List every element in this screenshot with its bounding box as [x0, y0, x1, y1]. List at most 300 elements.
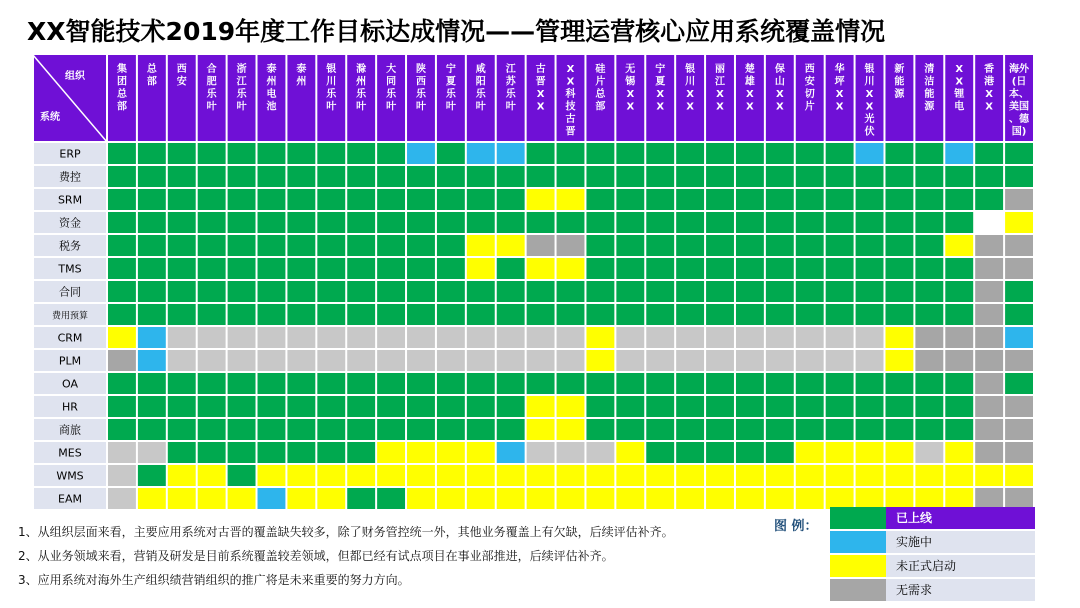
legend-swatch-not-started — [830, 555, 886, 577]
status-cell — [346, 188, 376, 211]
status-cell — [645, 142, 675, 165]
status-cell — [346, 211, 376, 234]
status-cell — [167, 349, 197, 372]
status-cell — [914, 234, 944, 257]
status-cell — [436, 188, 466, 211]
status-cell — [197, 188, 227, 211]
status-cell — [197, 349, 227, 372]
status-cell — [944, 303, 974, 326]
org-header: 香港 X X — [984, 64, 995, 113]
status-cell — [556, 165, 586, 188]
status-cell — [257, 142, 287, 165]
status-cell — [556, 326, 586, 349]
status-cell — [316, 372, 346, 395]
status-cell — [496, 234, 526, 257]
status-cell — [615, 165, 645, 188]
status-cell — [107, 280, 137, 303]
status-cell — [466, 234, 496, 257]
org-header: 西安 — [176, 64, 187, 88]
status-cell — [675, 303, 705, 326]
status-cell — [376, 349, 406, 372]
org-header: 清洁能源 — [924, 64, 935, 113]
status-cell — [914, 303, 944, 326]
status-cell — [346, 395, 376, 418]
org-header: 合肥乐叶 — [206, 64, 217, 113]
status-cell — [825, 165, 855, 188]
status-cell — [675, 211, 705, 234]
status-cell — [795, 280, 825, 303]
status-cell — [167, 257, 197, 280]
status-cell — [855, 441, 885, 464]
legend-label-not-started: 未正式启动 — [886, 555, 1035, 577]
status-cell — [585, 441, 615, 464]
status-cell — [795, 211, 825, 234]
status-cell — [615, 418, 645, 441]
status-cell — [585, 464, 615, 487]
status-cell — [615, 349, 645, 372]
status-cell — [855, 280, 885, 303]
status-cell — [286, 464, 316, 487]
status-cell — [884, 395, 914, 418]
status-cell — [376, 211, 406, 234]
status-cell — [825, 303, 855, 326]
org-header: 总部 — [146, 64, 157, 88]
status-cell — [1004, 280, 1034, 303]
status-cell — [615, 234, 645, 257]
status-cell — [585, 303, 615, 326]
org-header: 集团总部 — [116, 64, 127, 113]
status-cell — [944, 188, 974, 211]
note-1: 1、从组织层面来看，主要应用系统对古晋的覆盖缺失较多，除了财务管控统一外，其他业务覆盖上有欠缺，后续评估补齐。 — [18, 525, 674, 539]
status-cell — [884, 326, 914, 349]
status-cell — [585, 280, 615, 303]
org-header: 海外(日本、美国、德国) — [1009, 64, 1030, 138]
status-cell — [974, 257, 1004, 280]
status-cell — [735, 142, 765, 165]
status-cell — [107, 418, 137, 441]
org-header: 华坪 X X — [834, 64, 845, 113]
status-cell — [974, 280, 1004, 303]
status-cell — [795, 464, 825, 487]
status-cell — [227, 395, 257, 418]
status-cell — [137, 211, 167, 234]
status-cell — [316, 395, 346, 418]
status-cell — [286, 257, 316, 280]
status-cell — [496, 487, 526, 510]
status-cell — [436, 257, 466, 280]
status-cell — [167, 280, 197, 303]
status-cell — [107, 142, 137, 165]
org-header: 银川 X X — [685, 64, 696, 113]
status-cell — [825, 395, 855, 418]
status-cell — [406, 395, 436, 418]
status-cell — [376, 142, 406, 165]
status-cell — [914, 372, 944, 395]
status-cell — [496, 441, 526, 464]
status-cell — [257, 257, 287, 280]
status-cell — [944, 234, 974, 257]
status-cell — [406, 234, 436, 257]
status-cell — [107, 395, 137, 418]
status-cell — [526, 303, 556, 326]
status-cell — [346, 234, 376, 257]
status-cell — [376, 303, 406, 326]
org-header: 丽江 X X — [715, 64, 726, 113]
status-cell — [795, 234, 825, 257]
status-cell — [855, 211, 885, 234]
status-cell — [167, 211, 197, 234]
page-title: XX智能技术2019年度工作目标达成情况——管理运营核心应用系统覆盖情况 — [27, 17, 886, 46]
status-cell — [914, 464, 944, 487]
status-cell — [436, 464, 466, 487]
status-cell — [316, 142, 346, 165]
status-cell — [107, 165, 137, 188]
status-cell — [944, 464, 974, 487]
legend-item-online — [830, 507, 1035, 530]
status-cell — [884, 441, 914, 464]
status-cell — [795, 257, 825, 280]
status-cell — [286, 372, 316, 395]
status-cell — [107, 441, 137, 464]
status-cell — [974, 142, 1004, 165]
status-cell — [107, 487, 137, 510]
status-cell — [137, 395, 167, 418]
status-cell — [167, 142, 197, 165]
org-header: 大同乐叶 — [386, 64, 397, 113]
status-cell — [316, 487, 346, 510]
status-cell — [137, 349, 167, 372]
org-header: 陕西乐叶 — [415, 64, 426, 113]
status-cell — [795, 418, 825, 441]
status-cell — [765, 234, 795, 257]
status-cell — [914, 257, 944, 280]
status-cell — [615, 326, 645, 349]
status-cell — [257, 372, 287, 395]
status-cell — [825, 464, 855, 487]
status-cell — [795, 188, 825, 211]
status-cell — [137, 188, 167, 211]
status-cell — [944, 372, 974, 395]
status-cell — [974, 441, 1004, 464]
status-cell — [286, 326, 316, 349]
status-cell — [585, 257, 615, 280]
status-cell — [705, 165, 735, 188]
status-cell — [765, 395, 795, 418]
status-cell — [585, 326, 615, 349]
status-cell — [346, 165, 376, 188]
status-cell — [825, 234, 855, 257]
status-cell — [286, 142, 316, 165]
status-cell — [944, 257, 974, 280]
system-label: ERP — [59, 147, 81, 161]
status-cell — [316, 211, 346, 234]
status-cell — [585, 234, 615, 257]
status-cell — [376, 441, 406, 464]
status-cell — [884, 211, 914, 234]
status-cell — [974, 372, 1004, 395]
org-header: X X 锂电 — [954, 64, 965, 113]
status-cell — [257, 234, 287, 257]
org-header: 宁夏乐叶 — [445, 64, 456, 113]
status-cell — [227, 487, 257, 510]
status-cell — [855, 372, 885, 395]
status-cell — [286, 211, 316, 234]
status-cell — [765, 257, 795, 280]
legend-swatch-implementing — [830, 531, 886, 553]
status-cell — [944, 418, 974, 441]
status-cell — [167, 372, 197, 395]
status-cell — [615, 303, 645, 326]
status-cell — [615, 211, 645, 234]
status-cell — [795, 372, 825, 395]
status-cell — [675, 395, 705, 418]
status-cell — [376, 487, 406, 510]
status-cell — [436, 487, 466, 510]
status-cell — [227, 418, 257, 441]
status-cell — [914, 395, 944, 418]
status-cell — [496, 257, 526, 280]
status-cell — [137, 280, 167, 303]
org-header: 浙江乐叶 — [236, 64, 247, 113]
org-header: 泰州电池 — [266, 64, 277, 113]
status-cell — [705, 188, 735, 211]
status-cell — [346, 349, 376, 372]
status-cell — [914, 280, 944, 303]
status-cell — [556, 487, 586, 510]
status-cell — [735, 326, 765, 349]
status-cell — [466, 418, 496, 441]
status-cell — [705, 395, 735, 418]
status-cell — [705, 234, 735, 257]
status-cell — [974, 234, 1004, 257]
status-cell — [585, 395, 615, 418]
status-cell — [795, 303, 825, 326]
status-cell — [257, 464, 287, 487]
status-cell — [765, 372, 795, 395]
status-cell — [884, 280, 914, 303]
status-cell — [825, 349, 855, 372]
status-cell — [675, 326, 705, 349]
status-cell — [286, 418, 316, 441]
status-cell — [556, 234, 586, 257]
status-cell — [705, 257, 735, 280]
status-cell — [107, 303, 137, 326]
status-cell — [645, 326, 675, 349]
status-cell — [526, 372, 556, 395]
status-cell — [316, 464, 346, 487]
org-header: X X 科技古晋 — [565, 64, 576, 138]
status-cell — [526, 211, 556, 234]
status-cell — [167, 188, 197, 211]
status-cell — [197, 487, 227, 510]
system-label: 费控 — [59, 170, 81, 184]
status-cell — [645, 280, 675, 303]
status-cell — [526, 234, 556, 257]
status-cell — [556, 257, 586, 280]
status-cell — [167, 395, 197, 418]
status-cell — [167, 234, 197, 257]
org-header: 保山 X X — [774, 64, 785, 113]
status-cell — [825, 142, 855, 165]
status-cell — [436, 280, 466, 303]
status-cell — [735, 257, 765, 280]
status-cell — [526, 395, 556, 418]
status-cell — [855, 188, 885, 211]
status-cell — [406, 211, 436, 234]
status-cell — [1004, 142, 1034, 165]
org-header: 泰州 — [296, 64, 307, 88]
status-cell — [735, 418, 765, 441]
status-cell — [765, 464, 795, 487]
system-label: 税务 — [59, 239, 81, 253]
system-label: WMS — [56, 469, 84, 483]
status-cell — [735, 303, 765, 326]
status-cell — [167, 303, 197, 326]
status-cell — [257, 326, 287, 349]
status-cell — [556, 441, 586, 464]
status-cell — [346, 257, 376, 280]
status-cell — [286, 234, 316, 257]
status-cell — [914, 142, 944, 165]
status-cell — [705, 280, 735, 303]
system-label: TMS — [58, 262, 82, 276]
status-cell — [406, 487, 436, 510]
status-cell — [825, 211, 855, 234]
status-cell — [526, 326, 556, 349]
status-cell — [286, 188, 316, 211]
status-cell — [167, 326, 197, 349]
status-cell — [974, 464, 1004, 487]
status-cell — [436, 303, 466, 326]
status-cell — [436, 165, 466, 188]
status-cell — [1004, 234, 1034, 257]
status-cell — [526, 487, 556, 510]
status-cell — [466, 280, 496, 303]
status-cell — [436, 418, 466, 441]
status-cell — [795, 142, 825, 165]
legend-item-not-started — [830, 555, 1035, 578]
status-cell — [227, 326, 257, 349]
status-cell — [944, 280, 974, 303]
status-cell — [825, 418, 855, 441]
status-cell — [346, 418, 376, 441]
status-cell — [496, 464, 526, 487]
status-cell — [197, 234, 227, 257]
status-cell — [765, 165, 795, 188]
status-cell — [227, 257, 257, 280]
status-cell — [1004, 326, 1034, 349]
system-label: 资金 — [59, 216, 81, 230]
status-cell — [316, 418, 346, 441]
status-cell — [645, 234, 675, 257]
status-cell — [406, 349, 436, 372]
status-cell — [107, 188, 137, 211]
status-cell — [316, 326, 346, 349]
status-cell — [855, 257, 885, 280]
status-cell — [585, 165, 615, 188]
status-cell — [615, 372, 645, 395]
status-cell — [765, 188, 795, 211]
status-cell — [735, 349, 765, 372]
status-cell — [1004, 464, 1034, 487]
status-cell — [286, 487, 316, 510]
status-cell — [825, 280, 855, 303]
status-cell — [526, 418, 556, 441]
status-cell — [735, 188, 765, 211]
status-cell — [376, 418, 406, 441]
status-cell — [645, 211, 675, 234]
status-cell — [496, 188, 526, 211]
system-label: CRM — [57, 331, 83, 345]
system-label: OA — [62, 377, 78, 391]
status-cell — [974, 165, 1004, 188]
status-cell — [227, 188, 257, 211]
status-cell — [197, 211, 227, 234]
status-cell — [316, 234, 346, 257]
status-cell — [705, 211, 735, 234]
status-cell — [227, 303, 257, 326]
status-cell — [974, 303, 1004, 326]
status-cell — [496, 372, 526, 395]
status-cell — [705, 372, 735, 395]
status-cell — [257, 487, 287, 510]
status-cell — [496, 303, 526, 326]
status-cell — [914, 349, 944, 372]
status-cell — [436, 211, 466, 234]
status-cell — [825, 441, 855, 464]
status-cell — [645, 418, 675, 441]
status-cell — [944, 211, 974, 234]
status-cell — [1004, 257, 1034, 280]
status-cell — [107, 211, 137, 234]
legend-swatch-no-demand — [830, 579, 886, 601]
status-cell — [735, 280, 765, 303]
status-cell — [167, 441, 197, 464]
status-cell — [1004, 395, 1034, 418]
status-cell — [855, 303, 885, 326]
status-cell — [675, 372, 705, 395]
status-cell — [436, 372, 466, 395]
status-cell — [286, 165, 316, 188]
status-cell — [645, 441, 675, 464]
status-cell — [675, 441, 705, 464]
status-cell — [944, 349, 974, 372]
status-cell — [526, 280, 556, 303]
org-header: 江苏乐叶 — [505, 64, 516, 113]
status-cell — [137, 257, 167, 280]
status-cell — [556, 303, 586, 326]
status-cell — [1004, 165, 1034, 188]
status-cell — [735, 464, 765, 487]
status-cell — [286, 395, 316, 418]
status-cell — [316, 257, 346, 280]
status-cell — [197, 418, 227, 441]
status-cell — [496, 395, 526, 418]
status-cell — [944, 142, 974, 165]
status-cell — [257, 303, 287, 326]
status-cell — [855, 142, 885, 165]
status-cell — [466, 464, 496, 487]
status-cell — [526, 142, 556, 165]
legend-label-online: 已上线 — [886, 507, 1035, 529]
status-cell — [346, 326, 376, 349]
status-cell — [556, 211, 586, 234]
status-cell — [615, 487, 645, 510]
status-cell — [466, 188, 496, 211]
system-label: 合同 — [59, 285, 81, 299]
status-cell — [705, 326, 735, 349]
status-cell — [675, 487, 705, 510]
